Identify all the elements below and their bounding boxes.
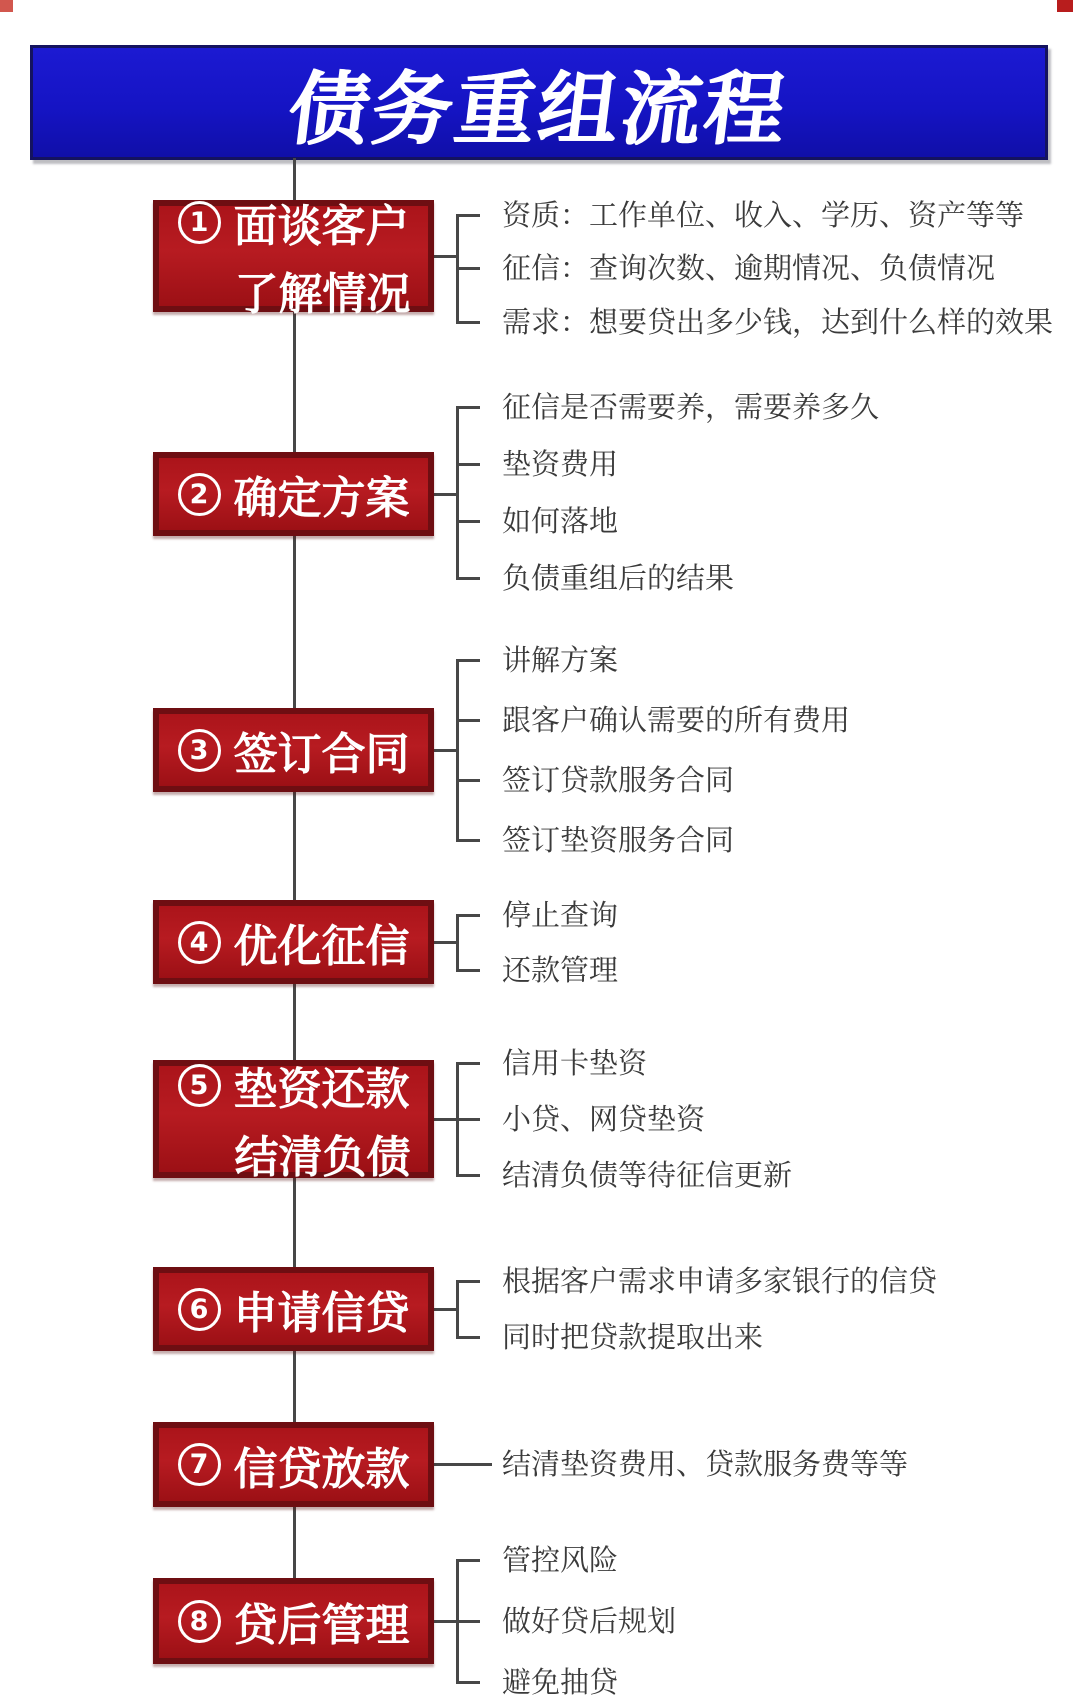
step-title-row bbox=[178, 718, 410, 782]
step-detail-item: 垫资费用 bbox=[502, 447, 619, 481]
step-detail-item: 信用卡垫资 bbox=[502, 1046, 648, 1080]
step-label: 贷后管理 bbox=[233, 1600, 410, 1651]
bracket-line bbox=[456, 914, 459, 972]
step-detail-item: 结清垫资费用、贷款服务费等等 bbox=[502, 1447, 909, 1481]
bracket-tick bbox=[456, 463, 480, 466]
step-title-row bbox=[178, 1433, 410, 1497]
bracket-tick bbox=[456, 719, 480, 722]
step-detail-item: 管控风险 bbox=[502, 1543, 619, 1577]
step-title-row bbox=[178, 1053, 410, 1117]
step-detail-item: 需求：想要贷出多少钱，达到什么样的效果 bbox=[502, 305, 1054, 339]
step-detail-item: 如何落地 bbox=[502, 504, 619, 538]
step-title-row bbox=[178, 910, 410, 974]
bracket-tick bbox=[456, 1062, 480, 1065]
step-detail-item: 签订贷款服务合同 bbox=[502, 763, 735, 797]
step-label: 优化征信 bbox=[233, 921, 410, 972]
bracket-tick bbox=[456, 1174, 480, 1177]
step-box-5 bbox=[153, 1060, 434, 1183]
step-title-row bbox=[178, 1589, 410, 1653]
bracket-line bbox=[456, 406, 459, 580]
step-detail-item: 停止查询 bbox=[502, 898, 619, 932]
step-detail-item: 资质：工作单位、收入、学历、资产等等 bbox=[502, 198, 1025, 232]
bracket-tick bbox=[456, 577, 480, 580]
bracket-tick bbox=[456, 914, 480, 917]
step-detail-item: 负债重组后的结果 bbox=[502, 561, 735, 595]
step-label-line2: 结清负债 bbox=[234, 1132, 411, 1183]
bracket-tick bbox=[456, 1559, 480, 1562]
step-number-badge: 2 bbox=[178, 473, 221, 516]
step-connector-line bbox=[434, 1463, 492, 1466]
step-title-row bbox=[178, 462, 410, 526]
step-detail-item: 避免抽贷 bbox=[502, 1665, 619, 1699]
bracket-tick bbox=[456, 779, 480, 782]
bracket-line bbox=[456, 659, 459, 842]
page-title: 债务重组流程 bbox=[283, 63, 793, 156]
step-box-4 bbox=[153, 900, 434, 984]
bracket-tick bbox=[456, 214, 480, 217]
step-detail-item: 讲解方案 bbox=[502, 643, 619, 677]
bracket-tick bbox=[456, 406, 480, 409]
step-number-badge: 5 bbox=[178, 1064, 221, 1107]
bracket-tick bbox=[456, 839, 480, 842]
step-box-8 bbox=[153, 1578, 434, 1664]
step-number-badge: 6 bbox=[178, 1288, 221, 1331]
step-number-badge: 8 bbox=[178, 1600, 221, 1643]
bracket-tick bbox=[456, 321, 480, 324]
step-box-1 bbox=[153, 200, 434, 320]
step-detail-item: 跟客户确认需要的所有费用 bbox=[502, 703, 851, 737]
bracket-tick bbox=[456, 267, 480, 270]
flow-spine-line bbox=[293, 158, 296, 1582]
step-detail-item: 签订垫资服务合同 bbox=[502, 823, 735, 857]
step-box-2 bbox=[153, 452, 434, 536]
step-detail-item: 征信：查询次数、逾期情况、负债情况 bbox=[502, 251, 996, 285]
bracket-tick bbox=[456, 520, 480, 523]
bracket-tick bbox=[456, 1681, 480, 1684]
bracket-tick bbox=[456, 1620, 480, 1623]
corner-decoration-right bbox=[1057, 0, 1073, 12]
step-label: 签订合同 bbox=[233, 729, 410, 780]
bracket-tick bbox=[456, 659, 480, 662]
step-label: 垫资还款 bbox=[233, 1064, 410, 1115]
step-label: 确定方案 bbox=[233, 473, 410, 524]
step-box-6 bbox=[153, 1267, 434, 1351]
bracket-tick bbox=[456, 1280, 480, 1283]
step-label: 信贷放款 bbox=[233, 1443, 410, 1495]
step-number-badge: 4 bbox=[178, 921, 221, 964]
step-detail-item: 征信是否需要养，需要养多久 bbox=[502, 390, 880, 424]
step-detail-item: 同时把贷款提取出来 bbox=[502, 1320, 764, 1354]
step-detail-item: 根据客户需求申请多家银行的信贷 bbox=[502, 1264, 938, 1298]
bracket-line bbox=[456, 1280, 459, 1339]
step-detail-item: 小贷、网贷垫资 bbox=[502, 1102, 706, 1136]
step-box-7 bbox=[153, 1422, 434, 1507]
step-number-badge: 3 bbox=[178, 729, 221, 772]
page-title-banner bbox=[30, 45, 1048, 160]
step-title-row bbox=[178, 190, 410, 254]
bracket-tick bbox=[456, 1118, 480, 1121]
bracket-tick bbox=[456, 1336, 480, 1339]
step-label-line2: 了解情况 bbox=[234, 269, 411, 320]
step-detail-item: 还款管理 bbox=[502, 953, 619, 987]
step-number-badge: 1 bbox=[178, 201, 221, 244]
step-detail-item: 结清负债等待征信更新 bbox=[502, 1158, 793, 1192]
step-box-3 bbox=[153, 708, 434, 792]
step-title-row bbox=[178, 1277, 410, 1341]
step-number-badge: 7 bbox=[178, 1443, 221, 1486]
step-label: 面谈客户 bbox=[233, 201, 410, 252]
step-detail-item: 做好贷后规划 bbox=[502, 1604, 677, 1638]
bracket-tick bbox=[456, 969, 480, 972]
corner-decoration-left bbox=[0, 0, 13, 12]
step-label: 申请信贷 bbox=[233, 1288, 410, 1339]
